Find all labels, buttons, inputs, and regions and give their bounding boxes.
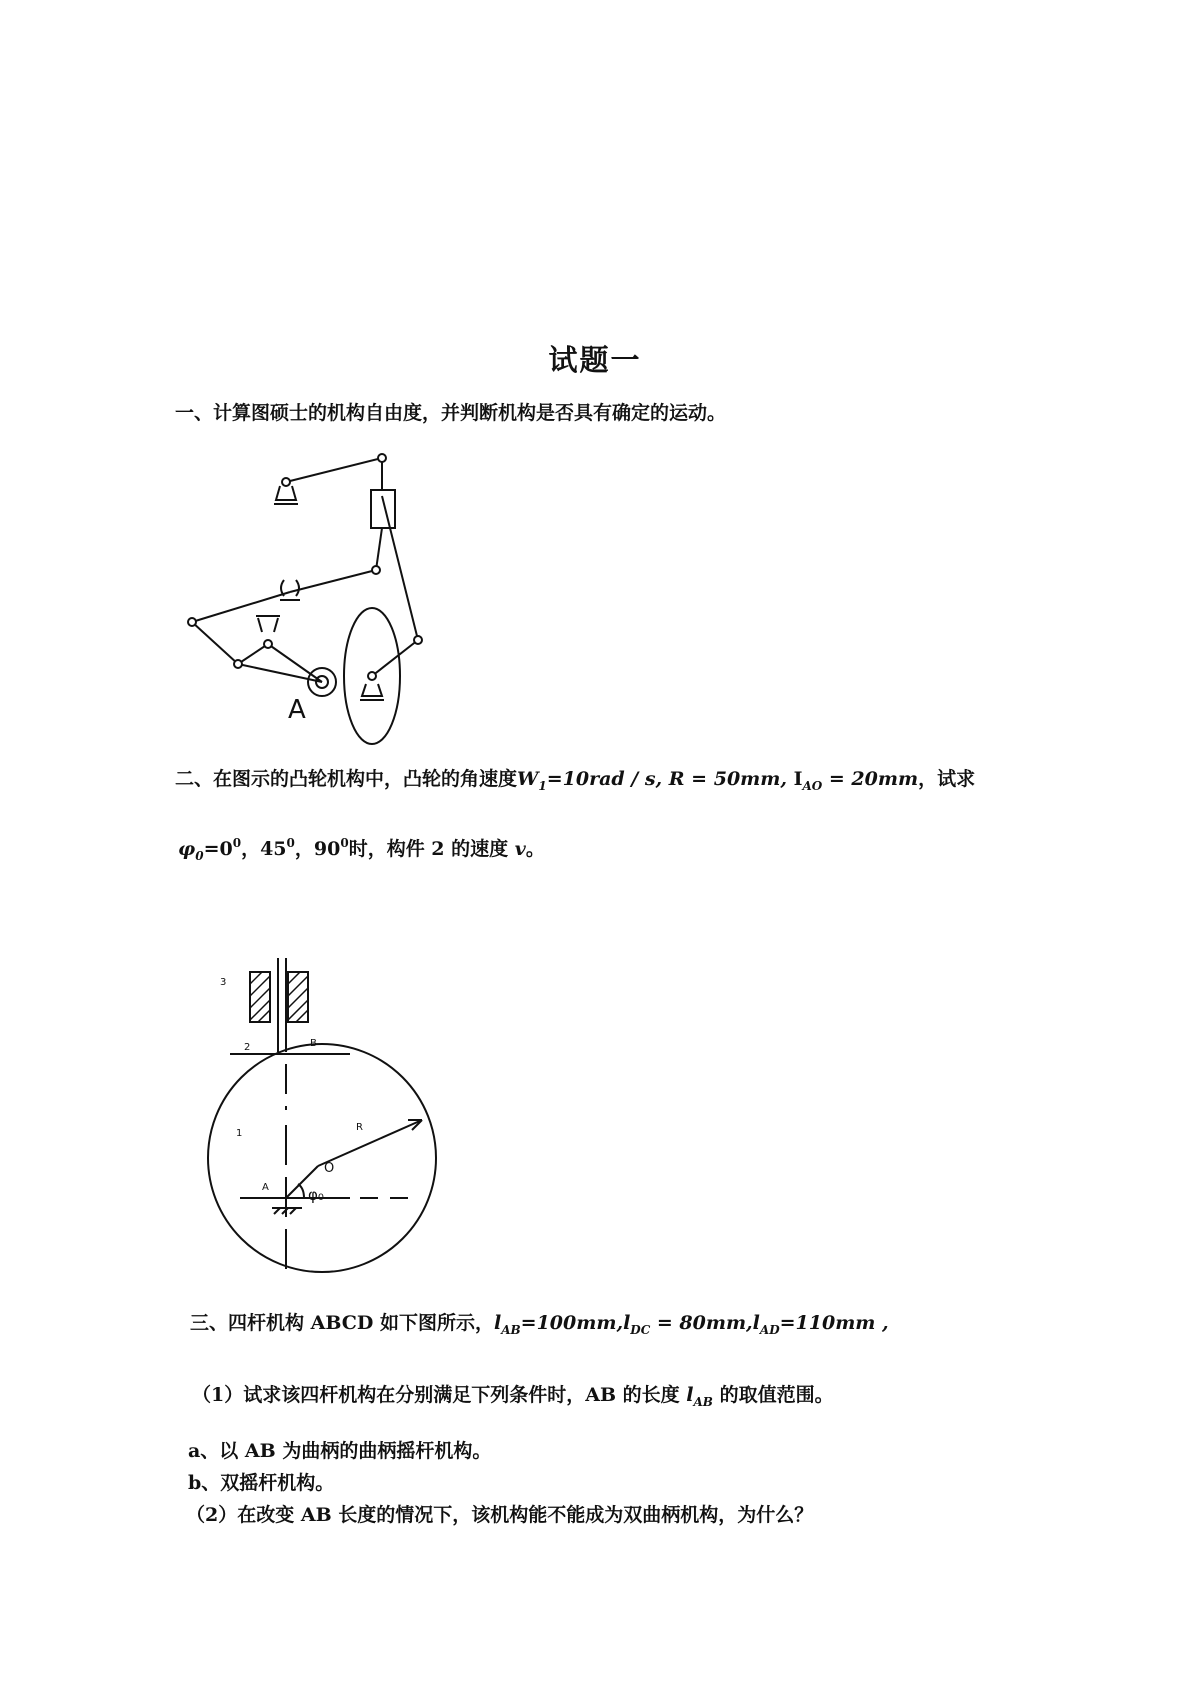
lad-sub: AD bbox=[759, 1323, 780, 1337]
ground-pivot-top-left bbox=[274, 486, 298, 504]
ldc-value: = 80mm, bbox=[650, 1312, 753, 1334]
omega-sub: 1 bbox=[538, 779, 547, 793]
link-cam-follower bbox=[372, 640, 418, 676]
joint bbox=[282, 478, 290, 486]
ldc-sub: DC bbox=[630, 1323, 651, 1337]
lad-symbol: l bbox=[752, 1312, 760, 1334]
slider-block bbox=[371, 490, 395, 528]
link-left bbox=[192, 592, 290, 622]
figure-2-label-1: 1 bbox=[236, 1128, 243, 1139]
figure-2-label-phi: φ₀ bbox=[308, 1186, 324, 1204]
lad-value: =110mm , bbox=[779, 1312, 889, 1334]
angle-90: ，90 bbox=[294, 838, 341, 860]
slider-rod-bottom bbox=[376, 528, 382, 570]
question-3-option-b: b、双摇杆机构。 bbox=[188, 1472, 335, 1494]
figure-2-label-r: R bbox=[356, 1122, 363, 1133]
figure-2-label-2: 2 bbox=[244, 1042, 251, 1053]
figure-2-label-a: A bbox=[262, 1182, 269, 1193]
v-symbol: v bbox=[514, 838, 526, 860]
q3-p1-prefix: （1）试求该四杆机构在分别满足下列条件时，AB 的长度 bbox=[192, 1384, 680, 1406]
phi-sub: 0 bbox=[195, 849, 204, 863]
joint bbox=[372, 566, 380, 574]
link-lower-left bbox=[192, 622, 238, 664]
joint bbox=[264, 640, 272, 648]
q2-suffix: ，试求 bbox=[918, 768, 976, 790]
cam-circle bbox=[208, 1044, 436, 1272]
question-3-part-2: （2）在改变 AB 长度的情况下，该机构能不能成为双曲柄机构，为什么？ bbox=[186, 1504, 814, 1526]
link-top bbox=[286, 458, 382, 482]
joint bbox=[188, 618, 196, 626]
p1-sub: AB bbox=[693, 1395, 713, 1409]
q2-line2-suffix: 时，构件 2 的速度 bbox=[348, 838, 509, 860]
joint bbox=[234, 660, 242, 668]
question-3-option-a: a、以 AB 为曲柄的曲柄摇杆机构。 bbox=[188, 1440, 492, 1462]
lao-symbol: I bbox=[793, 768, 803, 790]
lab-sub: AB bbox=[501, 1323, 521, 1337]
angle-45: ，45 bbox=[241, 838, 287, 860]
figure-1-label-a: A bbox=[288, 695, 306, 725]
radius-line bbox=[318, 1120, 422, 1166]
page-title: 试题一 bbox=[548, 343, 642, 377]
deg-90: 0 bbox=[340, 836, 349, 850]
question-2-line-2 bbox=[178, 834, 545, 863]
omega-symbol: W bbox=[517, 768, 539, 790]
question-1-text: 一、计算图硕士的机构自由度，并判断机构是否具有确定的运动。 bbox=[175, 402, 727, 424]
q2-end: 。 bbox=[525, 838, 545, 860]
joint bbox=[378, 454, 386, 462]
angle-0: =0 bbox=[203, 838, 233, 860]
lao-value: = 20mm bbox=[822, 768, 919, 790]
lao-sub: AO bbox=[802, 779, 823, 793]
omega-value: =10rad / s, R = 50mm, bbox=[546, 768, 787, 790]
deg-45: 0 bbox=[286, 836, 295, 850]
link-middle bbox=[290, 570, 376, 592]
p1-symbol: l bbox=[686, 1384, 694, 1406]
deg-0: 0 bbox=[232, 836, 242, 850]
q2-prefix: 二、在图示的凸轮机构中，凸轮的角速度 bbox=[175, 768, 518, 790]
question-3-part-1 bbox=[192, 1380, 834, 1409]
ground-pivot-lower bbox=[256, 616, 280, 632]
phi-symbol: φ bbox=[178, 838, 196, 860]
ground-pivot-cam bbox=[360, 684, 384, 700]
joint bbox=[414, 636, 422, 644]
link-to-pivot bbox=[238, 644, 268, 664]
question-3-line-1 bbox=[190, 1308, 889, 1337]
lab-value: =100mm, bbox=[520, 1312, 624, 1334]
lab-symbol: l bbox=[493, 1312, 502, 1334]
figure-2-label-o: O bbox=[324, 1161, 335, 1176]
figure-2-label-3: 3 bbox=[220, 977, 227, 988]
ldc-symbol: l bbox=[623, 1312, 631, 1334]
question-2-line-1 bbox=[175, 764, 975, 793]
q3-prefix: 三、四杆机构 ABCD 如下图所示， bbox=[190, 1312, 494, 1334]
joint bbox=[368, 672, 376, 680]
figure-2-cam bbox=[208, 958, 436, 1272]
figure-2-label-b: B bbox=[310, 1038, 317, 1049]
q3-p1-suffix: 的取值范围。 bbox=[719, 1384, 834, 1406]
